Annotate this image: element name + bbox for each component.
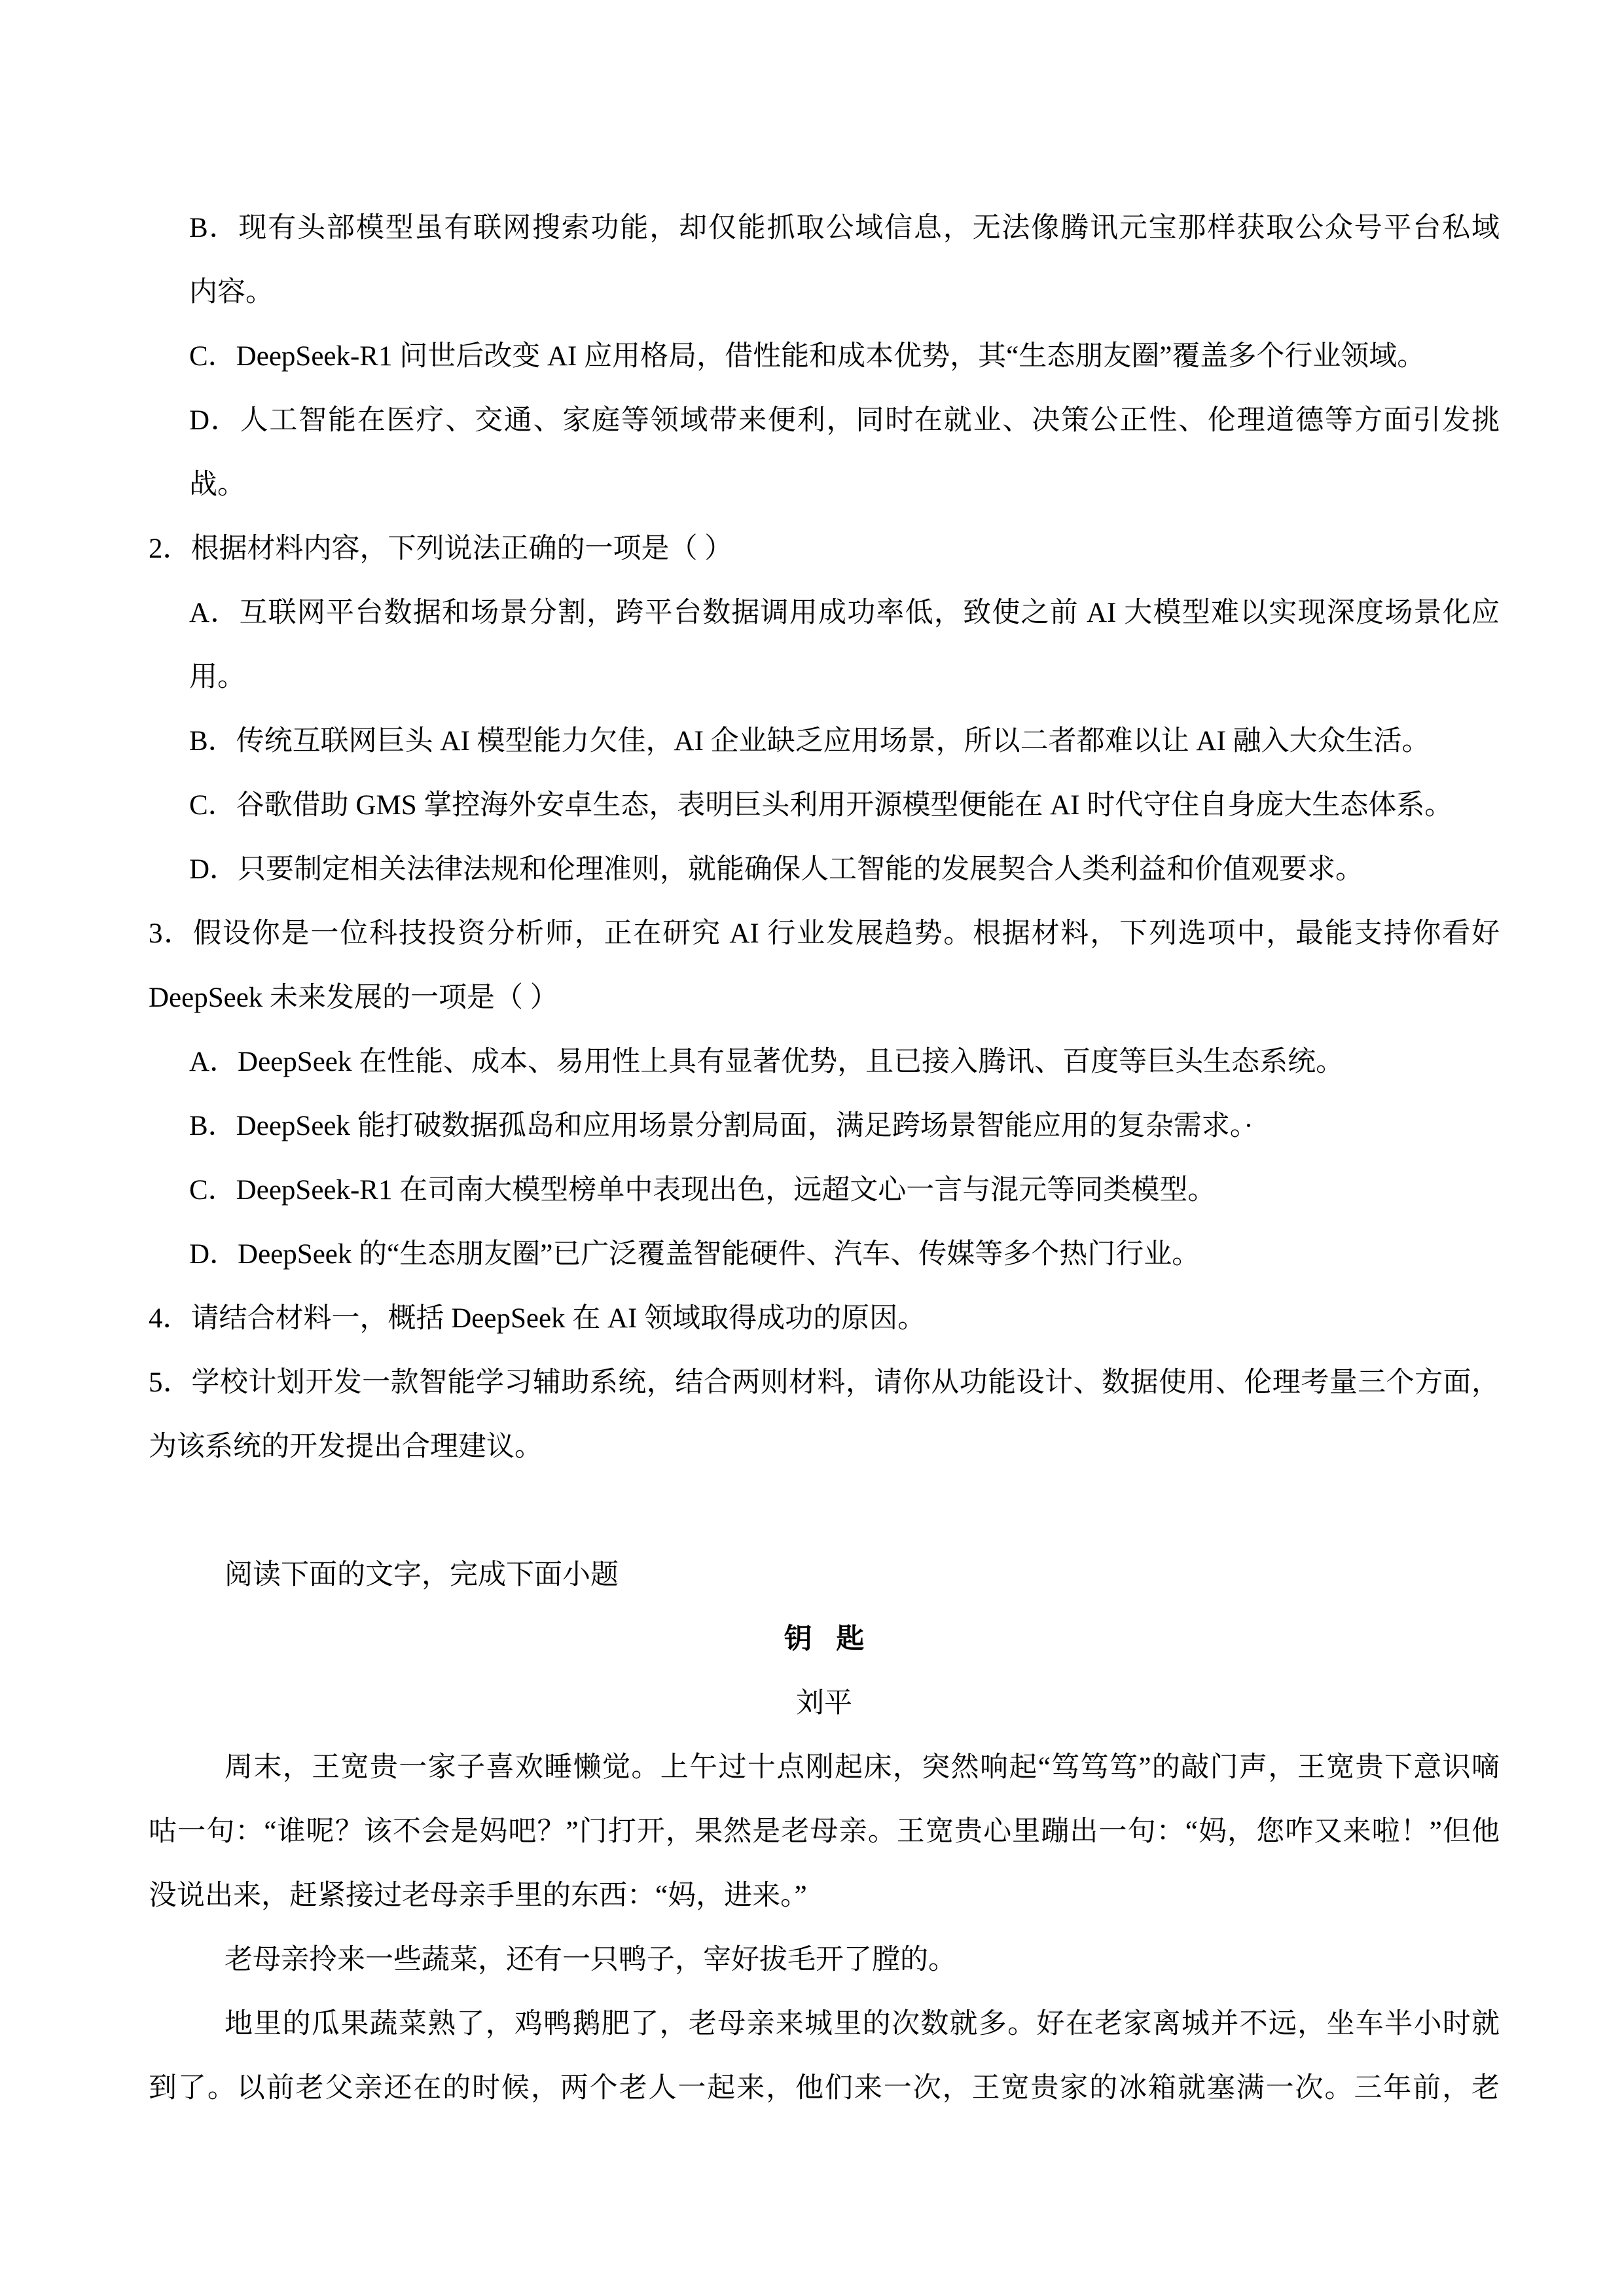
q2-option-a-line1: A．互联网平台数据和场景分割，跨平台数据调用成功率低，致使之前 AI 大模型难以实现深度场景化应	[189, 598, 1500, 628]
q3-option-c: C．DeepSeek-R1 在司南大模型榜单中表现出色，远超文心一言与混元等同类模型。	[189, 1175, 1216, 1206]
story-para1-line1: 周末，王宽贵一家子喜欢睡懒觉。上午过十点刚起床，突然响起“笃笃笃”的敲门声，王宽贵下意识嘀	[225, 1752, 1500, 1783]
question-2-stem: 2．根据材料内容，下列说法正确的一项是（ ）	[149, 533, 733, 564]
story-para3-line2: 到了。以前老父亲还在的时候，两个老人一起来，他们来一次，王宽贵家的冰箱就塞满一次。三年前，老	[149, 2073, 1500, 2104]
story-para1-line2: 咕一句：“谁呢？该不会是妈吧？”门打开，果然是老母亲。王宽贵心里蹦出一句：“妈，您咋又来啦！”但他	[149, 1816, 1500, 1847]
q2-option-b: B．传统互联网巨头 AI 模型能力欠佳，AI 企业缺乏应用场景，所以二者都难以让 AI 融入大众生活。	[189, 726, 1430, 757]
q2-option-a-line2: 用。	[189, 662, 245, 692]
question-4-stem: 4．请结合材料一，概括 DeepSeek 在 AI 领域取得成功的原因。	[149, 1303, 926, 1334]
question-5-stem-line2: 为该系统的开发提出合理建议。	[149, 1431, 543, 1462]
q1-option-b-line2: 内容。	[189, 277, 274, 308]
story-para2: 老母亲拎来一些蔬菜，还有一只鸭子，宰好拔毛开了膛的。	[225, 1945, 956, 1975]
story-author: 刘平	[796, 1688, 852, 1719]
story-title: 钥 匙	[784, 1624, 865, 1655]
q1-option-d-line1: D．人工智能在医疗、交通、家庭等领域带来便利，同时在就业、决策公正性、伦理道德等方面引发挑	[189, 405, 1500, 436]
q2-option-d: D．只要制定相关法律法规和伦理准则，就能确保人工智能的发展契合人类利益和价值观要求。	[189, 854, 1364, 885]
story-para3-line1: 地里的瓜果蔬菜熟了，鸡鸭鹅肥了，老母亲来城里的次数就多。好在老家离城并不远，坐车半小时就	[225, 2009, 1500, 2039]
question-3-stem-line1: 3．假设你是一位科技投资分析师，正在研究 AI 行业发展趋势。根据材料，下列选项中，最能支持你看好	[149, 918, 1500, 949]
q1-option-d-line2: 战。	[189, 469, 245, 500]
exam-paper-page	[149, 196, 1500, 2121]
q1-option-b-line1: B．现有头部模型虽有联网搜索功能，却仅能抓取公域信息，无法像腾讯元宝那样获取公众号平台私域	[189, 213, 1500, 243]
question-3-stem-line2: DeepSeek 未来发展的一项是（ ）	[149, 982, 558, 1013]
q3-option-b: B．DeepSeek 能打破数据孤岛和应用场景分割局面，满足跨场景智能应用的复杂需求。·	[189, 1111, 1254, 1141]
story-para1-line3: 没说出来，赶紧接过老母亲手里的东西：“妈，进来。”	[149, 1880, 807, 1911]
q3-option-a: A．DeepSeek 在性能、成本、易用性上具有显著优势，且已接入腾讯、百度等巨头生态系统。	[189, 1047, 1344, 1077]
question-5-stem-line1: 5．学校计划开发一款智能学习辅助系统，结合两则材料，请你从功能设计、数据使用、伦理考量三个方面，	[149, 1367, 1500, 1398]
q3-option-d: D．DeepSeek 的“生态朋友圈”已广泛覆盖智能硬件、汽车、传媒等多个热门行业。	[189, 1239, 1200, 1270]
q1-option-c: C．DeepSeek-R1 问世后改变 AI 应用格局，借性能和成本优势，其“生态朋友圈”覆盖多个行业领域。	[189, 341, 1426, 372]
q2-option-c: C．谷歌借助 GMS 掌控海外安卓生态，表明巨头利用开源模型便能在 AI 时代守住自身庞大生态体系。	[189, 790, 1453, 821]
reading-instruction: 阅读下面的文字，完成下面小题	[225, 1560, 619, 1590]
